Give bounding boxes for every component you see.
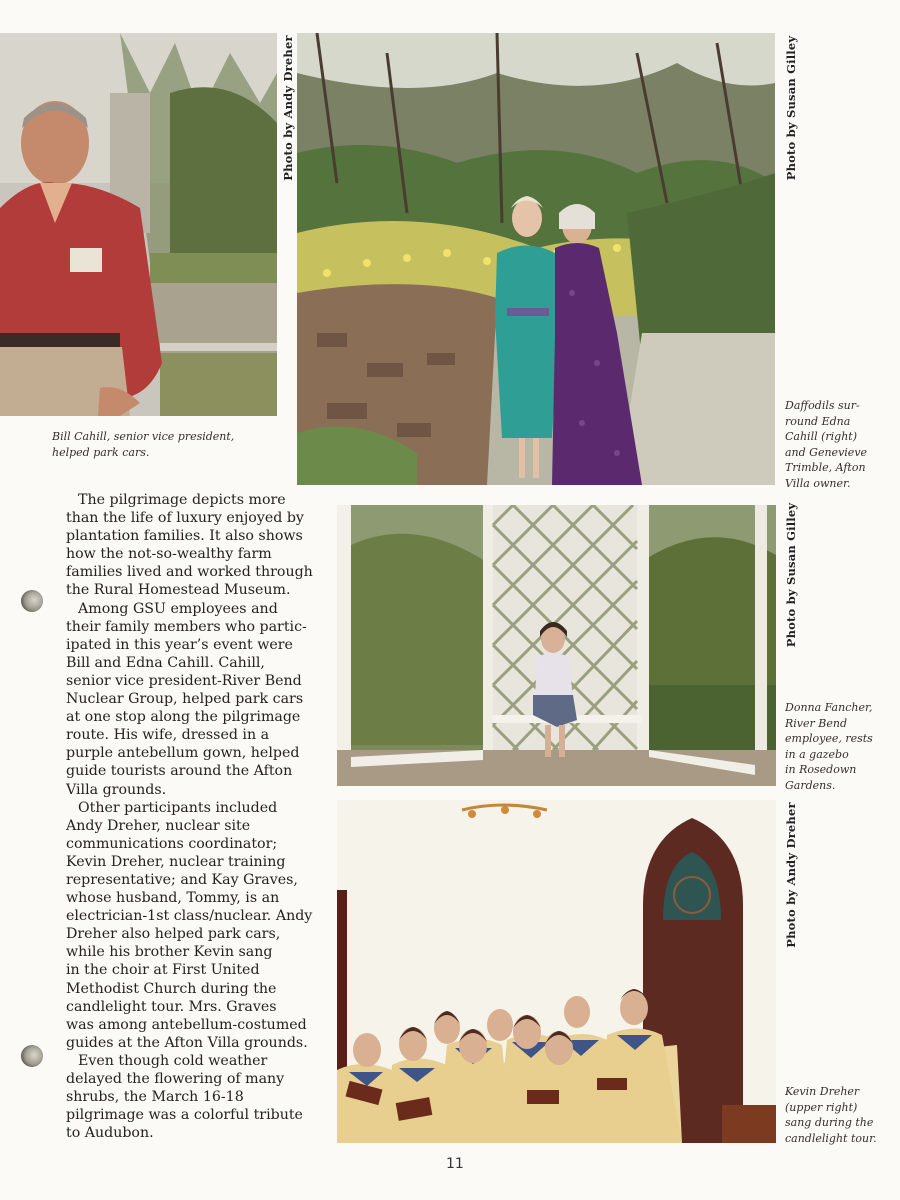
article-line: representative; and Kay Graves, (66, 871, 298, 888)
article-line: senior vice president-River Bend (66, 672, 302, 689)
article-line: Andy Dreher, nuclear site (66, 817, 251, 834)
article-line: communications coordinator; (66, 835, 278, 852)
article-line: The pilgrimage depicts more (78, 492, 286, 508)
article-line: in the choir at First United (66, 962, 260, 979)
article-line: guide tourists around the Afton (66, 763, 293, 780)
article-line: their family members who partic- (66, 618, 307, 635)
article-line: was among antebellum-costumed (66, 1016, 307, 1033)
article-line: Among GSU employees and (78, 600, 278, 617)
article-line: Other participants included (78, 799, 278, 816)
caption-daffodils: Daffodils sur- round Edna Cahill (right) and Genevieve Trimble, Afton Villa owner. (785, 399, 868, 490)
article-line: Nuclear Group, helped park cars (66, 691, 304, 708)
article-line: while his brother Kevin sang (66, 944, 273, 961)
article-line: Kevin Dreher, nuclear training (66, 853, 286, 870)
credit-susan-gilley-daffodils: Photo by Susan Gilley (784, 35, 798, 181)
article-line: shrubs, the March 16-18 (66, 1089, 244, 1106)
article-line: Methodist Church during the (66, 980, 277, 997)
page-number: 11 (446, 1156, 464, 1172)
article-line: whose husband, Tommy, is an (66, 890, 280, 907)
credit-andy-dreher-choir: Photo by Andy Dreher (784, 802, 798, 948)
article-line: ipated in this year’s event were (66, 636, 293, 653)
article-line: the Rural Homestead Museum. (66, 582, 291, 599)
article-line: plantation families. It also shows (66, 528, 303, 545)
article-line: how the not-so-wealthy farm (66, 546, 272, 563)
photo-daffodils-garden (297, 33, 775, 485)
article-line: than the life of luxury enjoyed by (66, 510, 304, 527)
caption-bill-cahill: Bill Cahill, senior vice president, helped park cars. (52, 430, 235, 459)
article-line: Dreher also helped park cars, (66, 926, 281, 943)
article-line: candlelight tour. Mrs. Graves (66, 998, 277, 1015)
article-body (66, 491, 316, 1142)
article-line: to Audubon. (66, 1125, 154, 1142)
article-line: at one stop along the pilgrimage (66, 709, 301, 726)
article-line: guides at the Afton Villa grounds. (66, 1034, 308, 1051)
credit-susan-gilley-gazebo: Photo by Susan Gilley (784, 502, 798, 648)
credit-andy-dreher-daffodils: Photo by Andy Dreher (281, 35, 295, 181)
binder-hole-bottom (21, 1045, 43, 1067)
article-line: delayed the flowering of many (66, 1071, 285, 1087)
article-line: families lived and worked through (66, 564, 313, 581)
photo-gazebo (337, 505, 776, 786)
binder-hole-middle (21, 590, 43, 612)
article-line: electrician-1st class/nuclear. Andy (66, 908, 313, 925)
photo-choir (337, 800, 776, 1143)
article-line: pilgrimage was a colorful tribute (66, 1107, 303, 1124)
article-line: purple antebellum gown, helped (66, 745, 300, 762)
article-line: Villa grounds. (66, 781, 167, 798)
article-line: route. His wife, dressed in a (66, 727, 270, 744)
caption-gazebo: Donna Fancher, River Bend employee, rests in a gazebo in Rosedown Gardens. (785, 701, 873, 792)
caption-choir: Kevin Dreher (upper right) sang during the candlelight tour. (785, 1085, 877, 1145)
article-line: Bill and Edna Cahill. Cahill, (66, 654, 265, 671)
article-line: Even though cold weather (78, 1052, 268, 1069)
photo-bill-cahill (0, 33, 277, 416)
